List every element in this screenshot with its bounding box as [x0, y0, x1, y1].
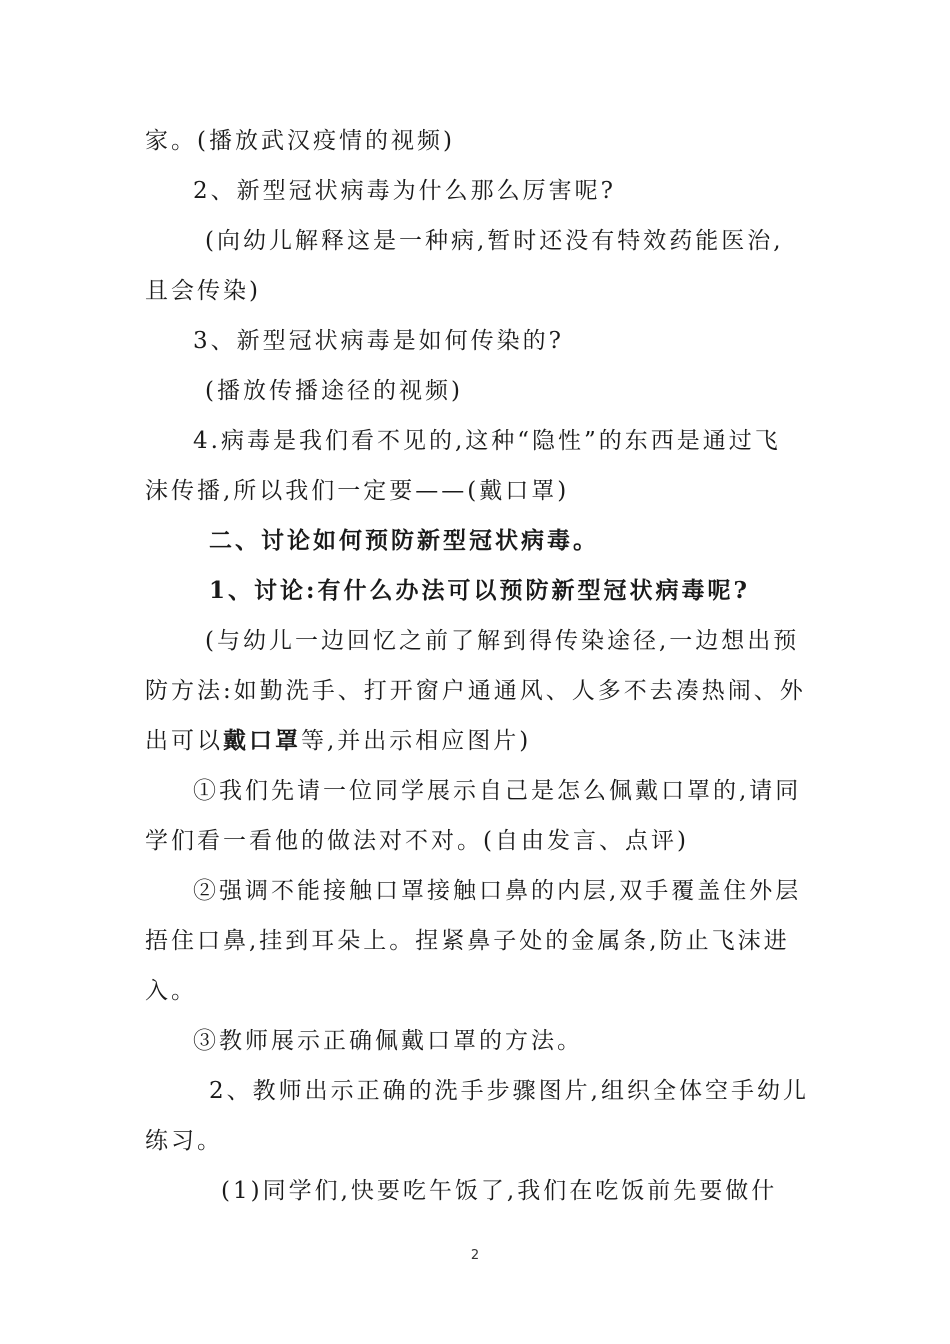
section-heading: 二、讨论如何预防新型冠状病毒。	[209, 527, 599, 554]
text-line: 沫传播,所以我们一定要——(戴口罩)	[145, 478, 570, 504]
text-line: 练习。	[145, 1128, 223, 1154]
subsection-heading: 1、讨论:有什么办法可以预防新型冠状病毒呢?	[209, 577, 750, 604]
text-line-mixed	[145, 716, 810, 766]
document-body	[145, 116, 810, 1216]
text-fragment: 等,并出示相应图片)	[301, 728, 532, 754]
text-line: 捂住口鼻,挂到耳朵上。捏紧鼻子处的金属条,防止飞沫进	[145, 928, 790, 954]
text-line: 学们看一看他的做法对不对。(自由发言、点评)	[145, 828, 689, 854]
text-line: (播放传播途径的视频)	[205, 378, 463, 404]
text-fragment: 出可以	[145, 728, 223, 754]
emphasis-mask: 戴口罩	[223, 727, 301, 754]
text-line: 且会传染)	[145, 278, 261, 304]
text-line: ②强调不能接触口罩接触口鼻的内层,双手覆盖住外层	[193, 878, 802, 904]
text-line: (向幼儿解释这是一种病,暂时还没有特效药能医治,	[205, 228, 784, 254]
text-line: 防方法:如勤洗手、打开窗户通通风、人多不去凑热闹、外	[145, 678, 806, 704]
text-line: 家。(播放武汉疫情的视频)	[145, 128, 455, 154]
text-line: 2、新型冠状病毒为什么那么厉害呢?	[193, 178, 616, 204]
text-line: ③教师展示正确佩戴口罩的方法。	[193, 1028, 583, 1054]
page-number: 2	[470, 1248, 480, 1263]
text-line: (1)同学们,快要吃午饭了,我们在吃饭前先要做什	[221, 1178, 778, 1204]
text-line: 3、新型冠状病毒是如何传染的?	[193, 328, 564, 354]
text-line: 入。	[145, 978, 197, 1004]
text-line: 4.病毒是我们看不见的,这种“隐性”的东西是通过飞	[193, 428, 781, 454]
text-line: (与幼儿一边回忆之前了解到得传染途径,一边想出预	[205, 628, 800, 654]
text-line: 2、教师出示正确的洗手步骤图片,组织全体空手幼儿	[209, 1078, 809, 1104]
text-line: ①我们先请一位同学展示自己是怎么佩戴口罩的,请同	[193, 778, 802, 804]
